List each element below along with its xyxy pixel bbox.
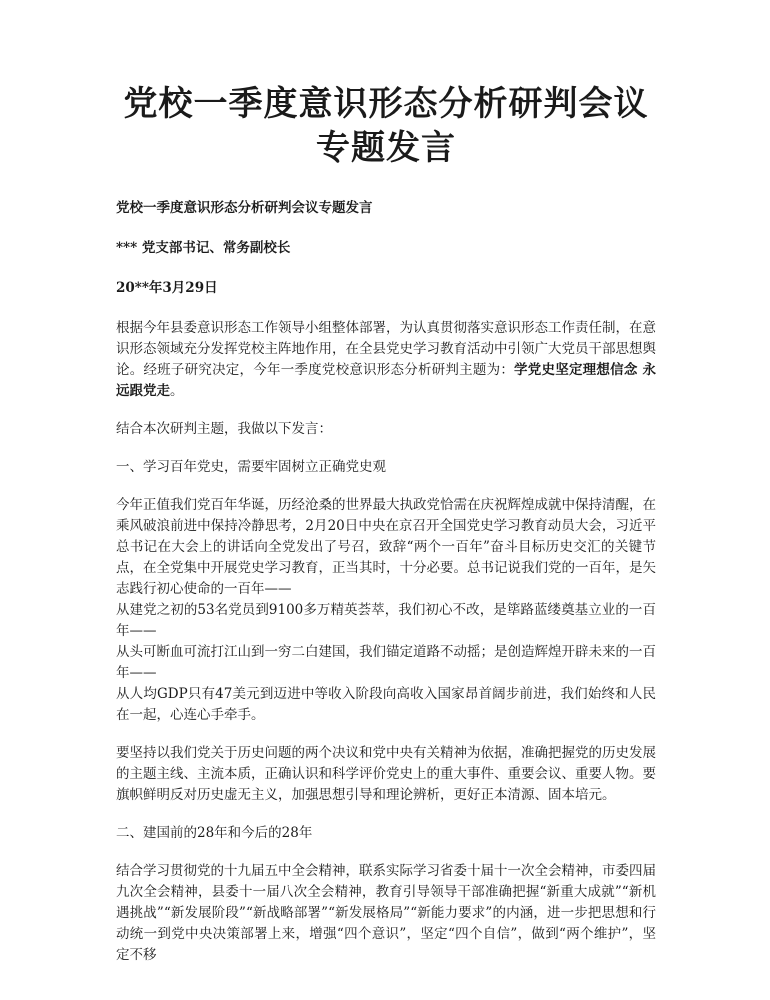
intro-theme: 学党史坚定理想信念 永远跟党走 [116,362,657,399]
section1-heading: 一、学习百年党史，需要牢固树立正确党史观 [116,459,386,475]
section2-heading: 二、建国前的28年和今后的28年 [116,825,313,841]
section1-paragraph2: 要坚持以我们党关于历史问题的两个决议和党中央有关精神为依据，准确把握党的历史发展的主题主线、主流本质，正确认识和科学评价党史上的重大事件、重要会议、重要人物。要旗帜鲜明反对历史虚无主义，加强思想引导和理论辨析，更好正本清源、固本培元。 [116,745,656,803]
date-line: 20**年3月29日 [116,280,218,296]
section1-line4: 从人均GDP只有47美元到迈进中等收入阶段向高收入国家昂首阔步前进，我们始终和人民在一起，心连心手牵手。 [116,686,656,723]
intro-text: 根据今年县委意识形态工作领导小组整体部署，为认真贯彻落实意识形态工作责任制，在意识形态领域充分发挥党校主阵地作用，在全县党史学习教育活动中引领广大党员干部思想舆论。经班子研究决定，今年一季度党校意识形态分析研判主题为： [116,320,656,378]
speaker-line: *** 党支部书记、常务副校长 [116,240,291,256]
section2-paragraph1: 结合学习贯彻党的十九届五中全会精神，联系实际学习省委十届十一次全会精神，市委四届九次全会精神，县委十一届八次全会精神，教育引导领导干部准确把握“新重大成就”“新机遇挑战”“新发展阶段”“新战略部署”“新发展格局”“新能力要求”的内涵，进一步把思想和行动统一到党中央决策部署上来，增强“四个意识”，坚定“四个自信”，做到“两个维护”，坚定不移 [116,863,656,963]
intro-paragraph [116,318,656,402]
document-page [116,82,656,983]
document-subtitle: 党校一季度意识形态分析研判会议专题发言 [116,200,373,216]
section1-para1-text: 今年正值我们党百年华诞，历经沧桑的世界最大执政党恰需在庆祝辉煌成就中保持清醒，在乘风破浪前进中保持冷静思考，2月20日中央在京召开全国党史学习教育动员大会，习近平总书记在大会上的讲话向全党发出了号召，致辞“两个一百年”奋斗目标历史交汇的关键节点，在全党集中开展党史学习教育，正当其时，十分必要。总书记说我们党的一百年，是矢志践行初心使命的一百年—— [116,497,656,597]
document-title: 党校一季度意识形态分析研判会议专题发言 [123,84,649,168]
intro-end: 。 [170,383,184,399]
section1-line3: 从头可断血可流打江山到一穷二白建国，我们锚定道路不动摇；是创造辉煌开辟未来的一百年—— [116,644,656,681]
section1-paragraph1 [116,495,656,726]
section1-line2: 从建党之初的53名党员到9100多万精英荟萃，我们初心不改，是筚路蓝缕奠基立业的一百年—— [116,602,656,639]
lead-in-paragraph: 结合本次研判主题，我做以下发言： [116,421,332,437]
